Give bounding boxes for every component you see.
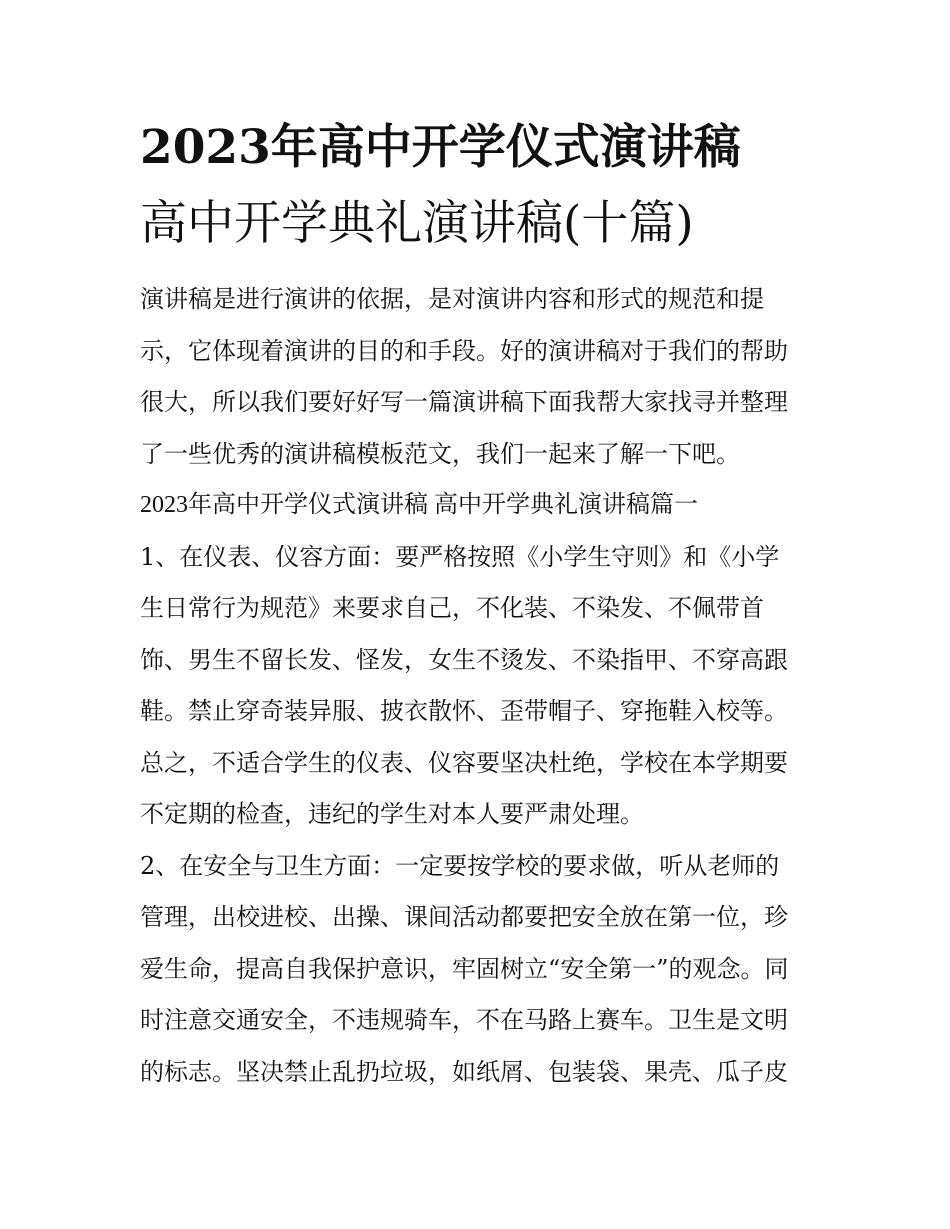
body-line: 生日常行为规范》来要求自己，不化装、不染发、不佩带首 [140,594,764,622]
body-line: 的标志。坚决禁止乱扔垃圾，如纸屑、包装袋、果壳、瓜子皮 [140,1057,788,1086]
document-page [140,118,820,1098]
body-line: 爱生命，提高自我保护意识，牢固树立“安全第一”的观念。同 [140,954,789,983]
body-line: 时注意交通安全，不违规骑车，不在马路上赛车。卫生是文明 [140,1006,788,1034]
body-line: 示，它体现着演讲的目的和手段。好的演讲稿对于我们的帮助 [140,336,788,365]
body-line: 鞋。禁止穿奇装异服、披衣散怀、歪带帽子、穿拖鞋入校等。 [140,697,788,725]
body-line: 2、在安全与卫生方面：一定要按学校的要求做，听从老师的 [140,851,780,880]
body-line: 很大，所以我们要好好写一篇演讲稿下面我帮大家找寻并整理 [140,388,788,416]
body-line: 管理，出校进校、出操、课间活动都要把安全放在第一位，珍 [140,903,788,931]
document-title: 2023年高中开学仪式演讲稿 [140,120,741,175]
body-line: 总之，不适合学生的仪表、仪容要坚决杜绝，学校在本学期要 [140,748,788,777]
document-subtitle: 高中开学典礼演讲稿(十篇) [140,196,694,251]
body-line: 演讲稿是进行演讲的依据，是对演讲内容和形式的规范和提 [140,285,764,313]
body-line: 了一些优秀的演讲稿模板范文，我们一起来了解一下吧。 [140,439,740,468]
section-heading: 2023年高中开学仪式演讲稿 高中开学典礼演讲稿篇一 [140,492,698,518]
body-line: 不定期的检查，违纪的学生对本人要严肃处理。 [140,800,644,828]
body-line: 饰、男生不留长发、怪发，女生不烫发、不染指甲、不穿高跟 [140,645,788,674]
document-body [140,274,820,1098]
body-line: 1、在仪表、仪容方面：要严格按照《小学生守则》和《小学 [140,542,780,571]
